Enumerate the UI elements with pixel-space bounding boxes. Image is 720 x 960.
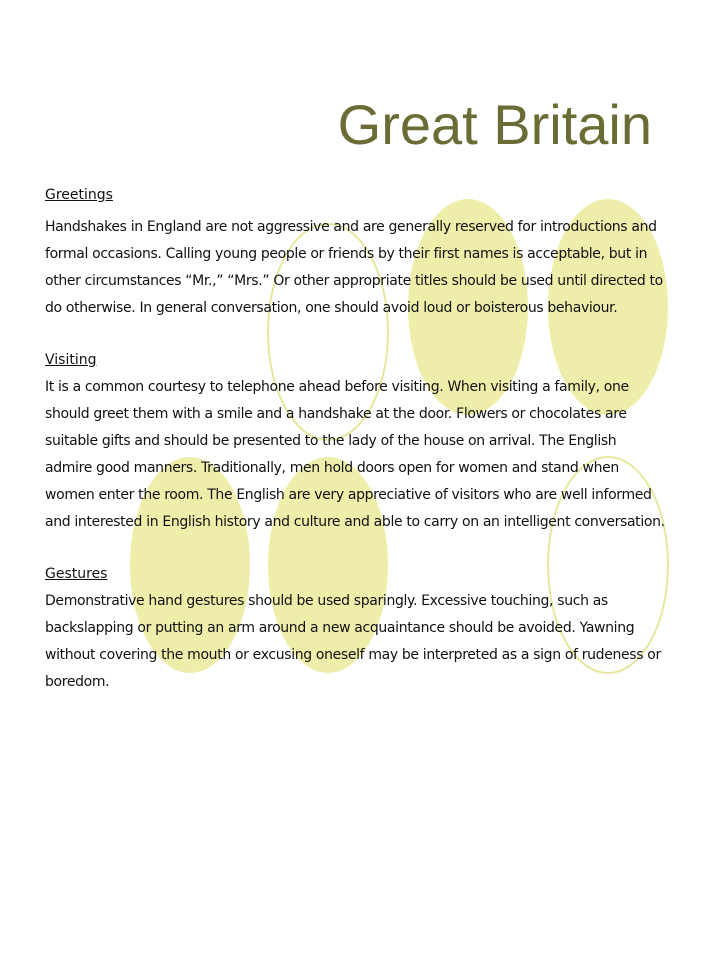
section-paragraph: Handshakes in England are not aggressive and are generally reserved for introductions and formal occasions. Calling young people or friends by their first names is acceptable, but in other circumstances “Mr.,” “Mrs.” Or other appropriate titles should be used until directed to do otherwise. In general conversation, one should avoid loud or boisterous behaviour. <box>45 219 663 316</box>
section-gestures <box>45 561 665 696</box>
section-heading: Gestures <box>45 566 108 582</box>
section-heading: Greetings <box>45 187 113 203</box>
content-body <box>45 182 665 696</box>
section-paragraph: It is a common courtesy to telephone ahead before visiting. When visiting a family, one should greet them with a smile and a handshake at the door. Flowers or chocolates are suitable gifts and should be presented to the lady of the house on arrival. The English admire good manners. Traditionally, men hold doors open for women and stand when women enter the room. The English are very appreciative of visitors who are well informed and interested in English history and culture and able to carry on an intelligent conversation. <box>45 379 665 530</box>
section-paragraph: Demonstrative hand gestures should be used sparingly. Excessive touching, such as backslapping or putting an arm around a new acquaintance should be avoided. Yawning without covering the mouth or excusing oneself may be interpreted as a sign of rudeness or boredom. <box>45 593 661 690</box>
section-greetings <box>45 182 665 322</box>
section-heading: Visiting <box>45 352 97 368</box>
page-title: Great Britain <box>337 93 652 156</box>
section-visiting <box>45 347 665 536</box>
